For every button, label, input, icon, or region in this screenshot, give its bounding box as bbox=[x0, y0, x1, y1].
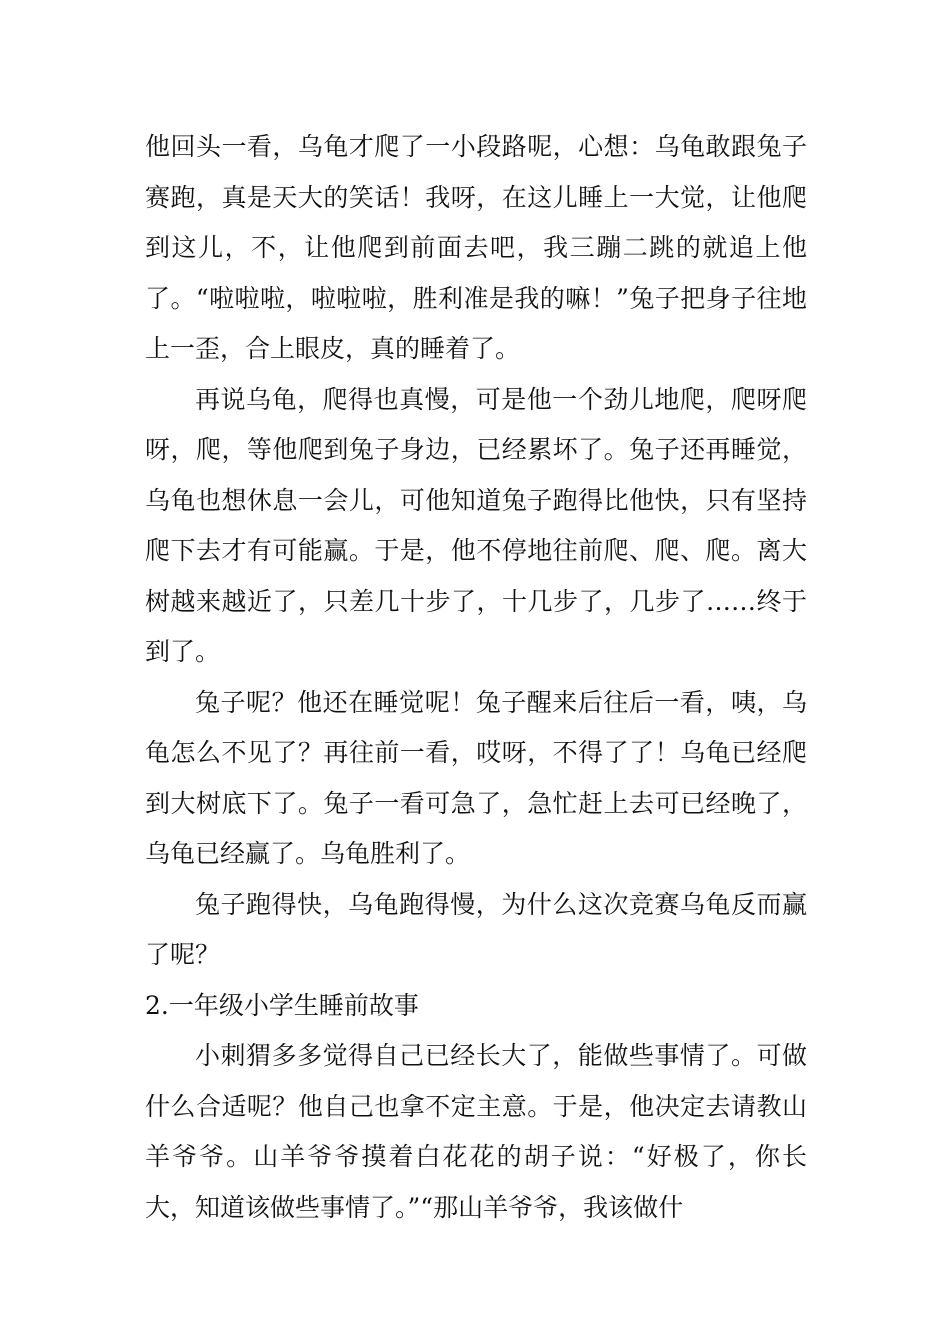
paragraph-5: 小刺猬多多觉得自己已经长大了，能做些事情了。可做什么合适呢？他自己也拿不定主意。于是，他决定去请教山羊爷爷。山羊爷爷摸着白花花的胡子说：“好极了，你长大，知道该做些事情了。”“那山羊爷爷，我该做什 bbox=[145, 1041, 807, 1222]
paragraph-2: 再说乌龟，爬得也真慢，可是他一个劲儿地爬，爬呀爬呀，爬，等他爬到兔子身边，已经累坏了。兔子还再睡觉，乌龟也想休息一会儿，可他知道兔子跑得比他快，只有坚持爬下去才有可能赢。于是，他不停地往前爬、爬、爬。离大树越来越近了，只差几十步了，十几步了，几步了……终于到了。 bbox=[145, 384, 807, 666]
section-heading: 2.一年级小学生睡前故事 bbox=[145, 990, 419, 1020]
document-body bbox=[145, 122, 807, 1233]
paragraph-1: 他回头一看，乌龟才爬了一小段路呢，心想：乌龟敢跟兔子赛跑，真是天大的笑话！我呀，在这儿睡上一大觉，让他爬到这儿，不，让他爬到前面去吧，我三蹦二跳的就追上他了。“啦啦啦，啦啦啦，胜利准是我的嘛！”兔子把身子往地上一歪，合上眼皮，真的睡着了。 bbox=[145, 132, 807, 363]
paragraph-4: 兔子跑得快，乌龟跑得慢，为什么这次竞赛乌龟反而赢了呢？ bbox=[145, 889, 807, 969]
paragraph-3: 兔子呢？他还在睡觉呢！兔子醒来后往后一看，咦，乌龟怎么不见了？再往前一看，哎呀，不得了了！乌龟已经爬到大树底下了。兔子一看可急了，急忙赶上去可已经晚了，乌龟已经赢了。乌龟胜利了。 bbox=[145, 687, 807, 868]
